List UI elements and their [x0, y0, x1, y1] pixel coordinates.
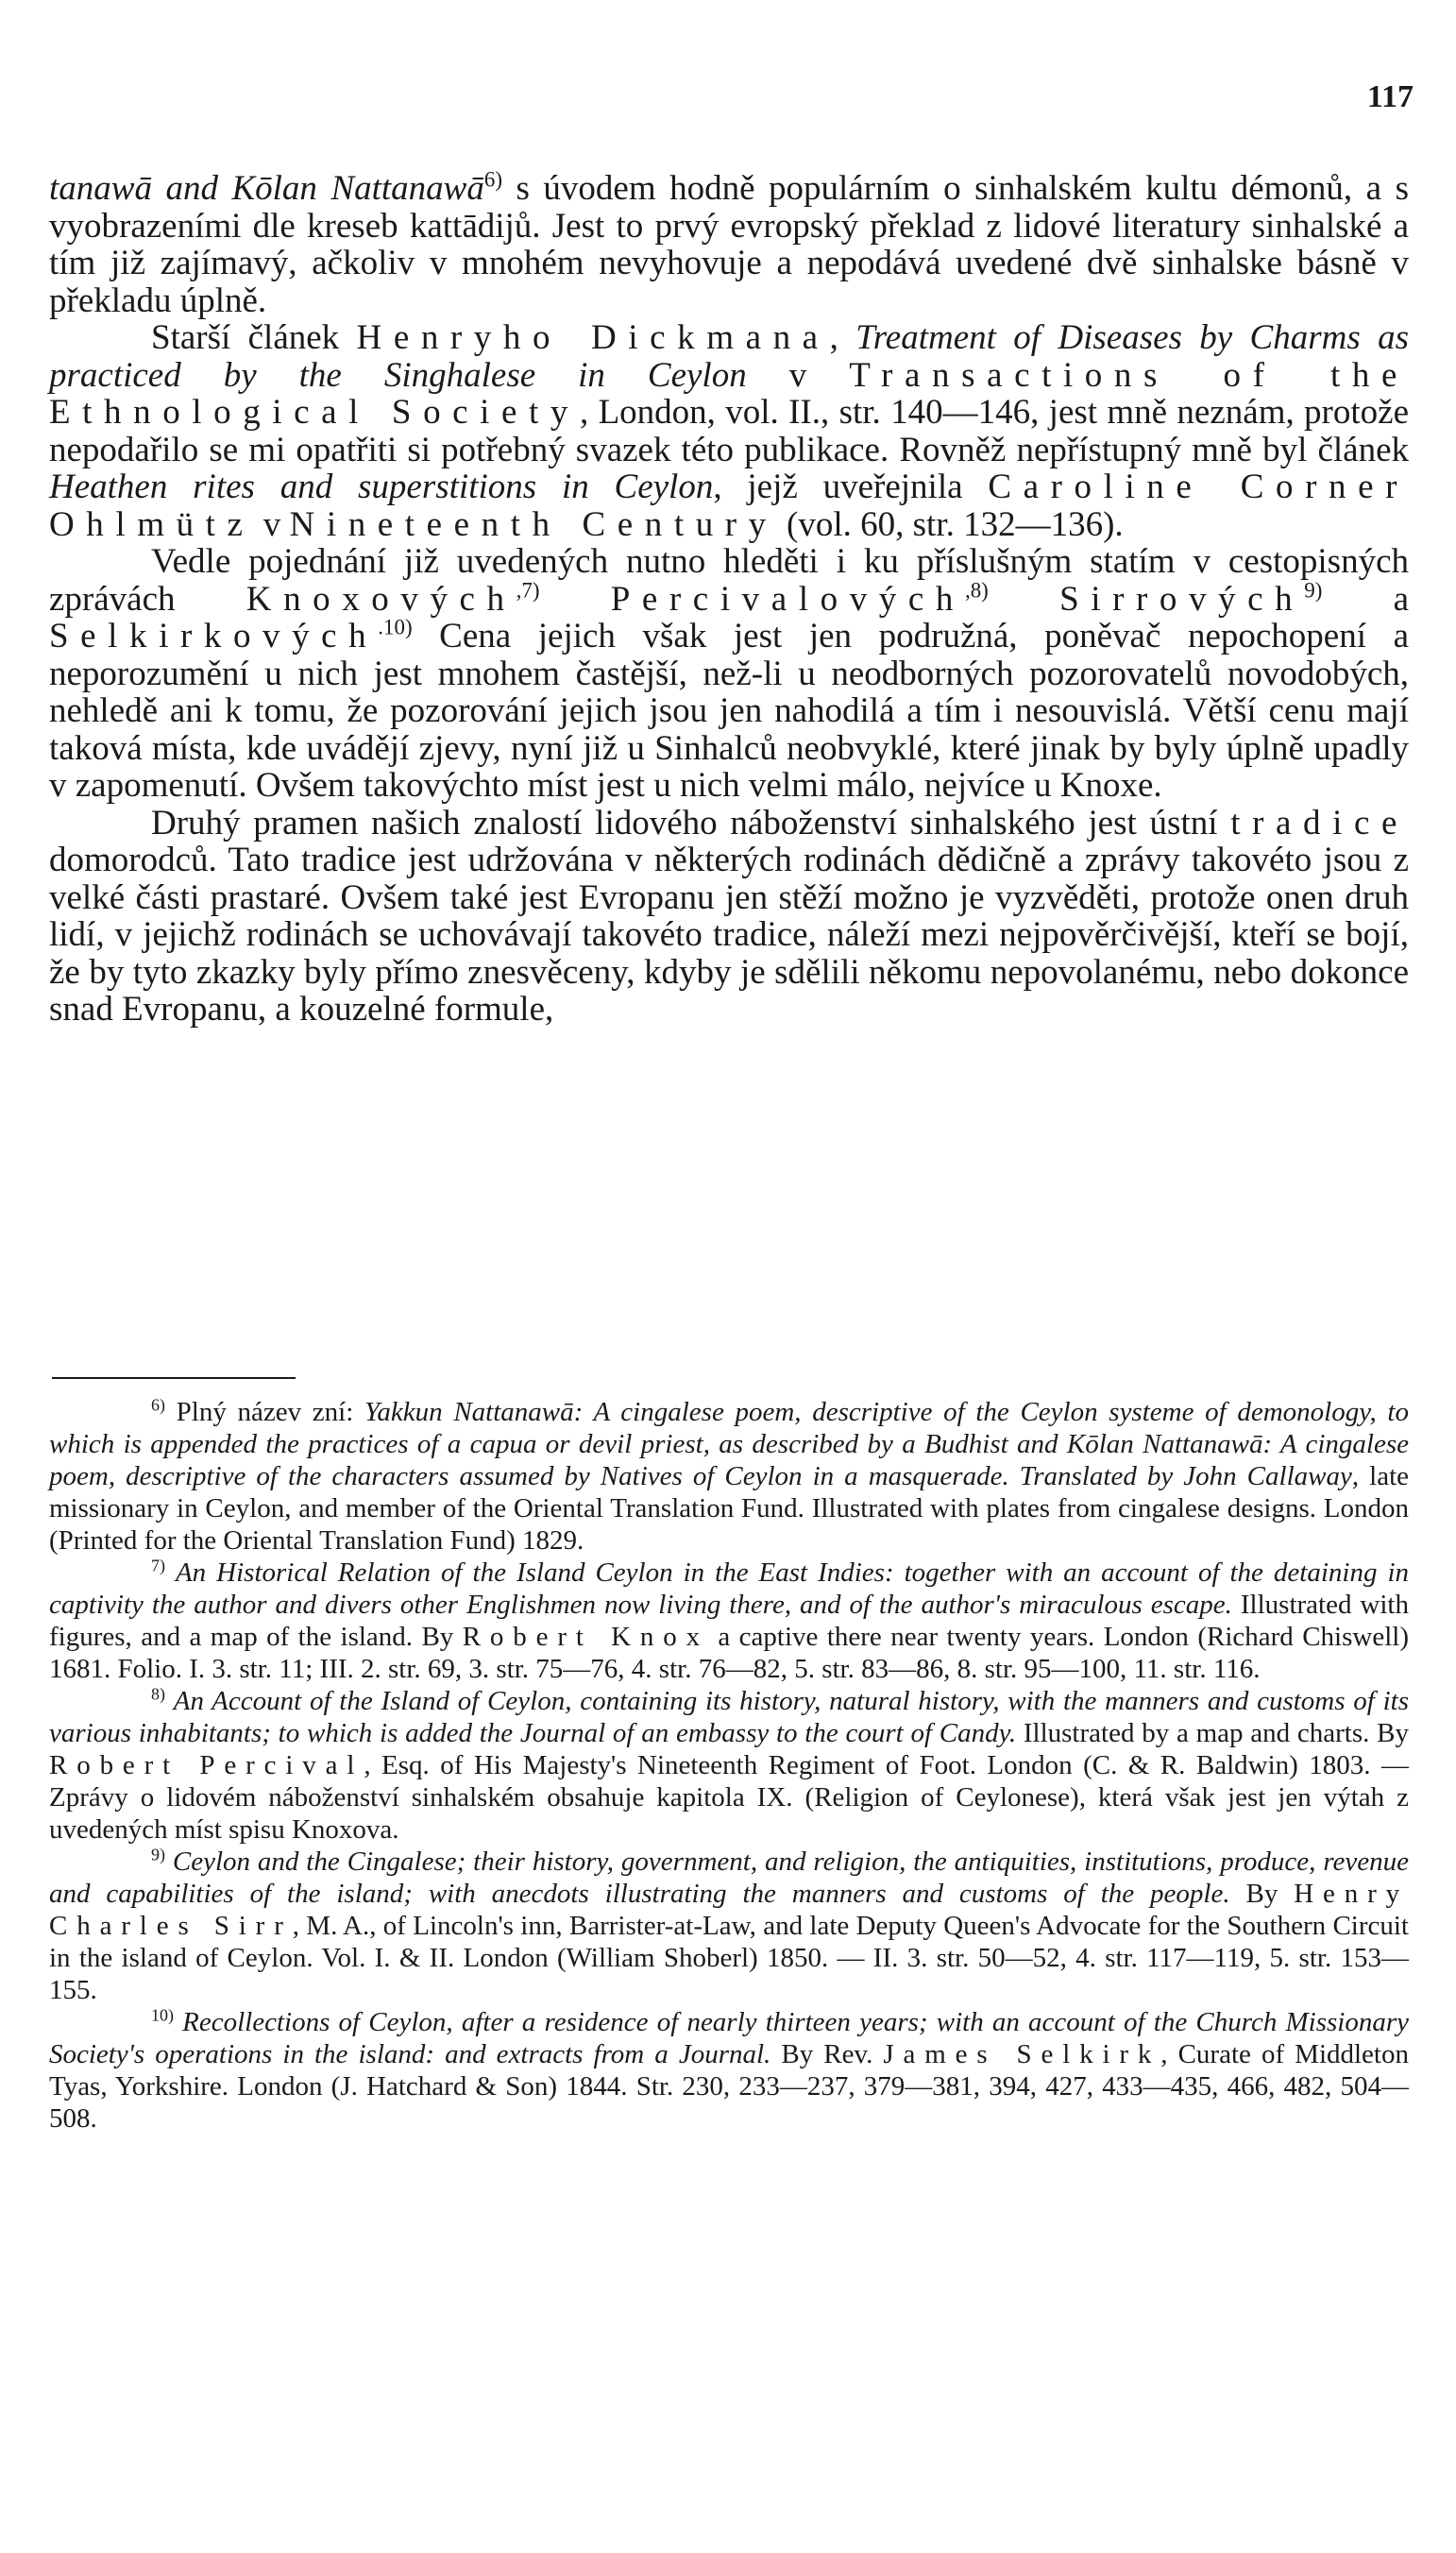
- text-run: Vedle pojednání již uvedených nutno hleděti i ku příslušným statím v cestopisných zprávách: [49, 542, 1409, 619]
- text-run: Plný název zní:: [164, 1397, 364, 1427]
- footnote-reference: 9): [151, 1845, 165, 1864]
- footnote-10: [49, 2006, 1409, 2135]
- footnote-reference: 6): [151, 1395, 165, 1415]
- text-run: Starší článek: [151, 318, 357, 357]
- footnote-reference: 6): [483, 167, 502, 192]
- paragraph-travel-reports: [49, 543, 1409, 805]
- text-run: domorodců. Tato tradice jest udržována v některých rodinách dědičně a zprávy takovéto jsou z velké části prastaré. Ovšem také jest Evropanu jen stěží možno je vyzvěděti, protože onen druh lidí, v jejichž rodinách se uchovávají takovéto tradice, náleží mezi nejpověrčivější, kteří se bojí, že by tyto zkazky byly přímo znesvěceny, kdyby je sdělili někomu nepovolanému, nebo dokonce snad Evropanu, a kouzelné formule,: [49, 841, 1409, 1029]
- text-run: , M. A., of Lincoln's inn, Barrister-at-Law, and late Deputy Queen's Advocate for the Southern Circuit in the island of Ceylon. Vol. I. & II. London (William Shoberl) 1850. — II. 3. str. 50—52, 4. str. 117—119, 5. str. 153—155.: [49, 1911, 1409, 2005]
- italic-title: tanawā and Kōlan Nattanawā: [49, 169, 484, 208]
- footnotes: [49, 1396, 1409, 2135]
- text-run: ,: [829, 318, 856, 357]
- spaced-name: Sirrových: [1059, 579, 1305, 619]
- spaced-name: Percivalových: [610, 579, 965, 619]
- text-run: Druhý pramen našich znalostí lidového náboženství sinhalského jest ústní: [151, 803, 1231, 842]
- text-run: [989, 580, 1059, 619]
- text-run: [165, 1847, 173, 1877]
- footnote-reference: 7): [151, 1556, 165, 1575]
- text-run: [539, 580, 610, 619]
- footnote-8: [49, 1685, 1409, 1846]
- italic-title: Yakkun Nattanawā: A cingalese poem, descriptive of the Ceylon systeme of demonology, to which is appended the practices of a capua or devil priest, as described by a Budhist and Kōlan Nattanawā: A cingalese poem, descriptive of the characters assumed by Natives of Ceylon in a masquerade. Translated by John Callaway: [49, 1397, 1409, 1491]
- spaced-name: Henryho Dickmana: [356, 318, 830, 357]
- italic-title: An Historical Relation of the Island Ceylon in the East Indies: together with an account of the detaining in captivity the author and divers other Englishmen now living there, and of the author's miraculous escape.: [49, 1557, 1410, 1620]
- text-run: a: [1322, 579, 1410, 619]
- main-text: [49, 167, 1410, 1029]
- footnote-9: [49, 1846, 1409, 2006]
- text-run: a captive there near twenty years. London (Richard Chiswell) 1681. Folio. I. 3. str. 11; III. 2. str. 69, 3. str. 75—76, 4. str. 76—82, 5. str. 83—86, 8. str. 95—100, 11. str. 116.: [49, 1622, 1409, 1684]
- spaced-name: Selkirkových: [49, 617, 379, 655]
- italic-title: Heathen rites and superstitions in Ceylon: [49, 468, 714, 506]
- footnote-6: [49, 1396, 1409, 1557]
- paragraph-dickman: [49, 319, 1409, 543]
- spaced-name: Caroline Corner Ohlmütz: [49, 468, 1409, 544]
- text-run: v: [746, 355, 850, 395]
- footnote-reference: 10): [151, 2005, 174, 2025]
- text-run: , late missionary in Ceylon, and member of the Oriental Translation Fund. Illustrated with plates from cingalese designs. London (Printed for the Oriental Translation Fund) 1829.: [49, 1461, 1409, 1556]
- spaced-name: Henry Charles Sirr: [49, 1879, 1410, 1941]
- footnote-reference: 9): [1304, 578, 1323, 603]
- text-run: v: [254, 504, 290, 544]
- spaced-name: James Selkirk: [883, 2039, 1161, 2069]
- footnote-divider: [52, 1377, 296, 1379]
- text-run: , Esq. of His Majesty's Nineteenth Regiment of Foot. London (C. & R. Baldwin) 1803. — Zprávy o lidovém náboženství sinhalském obsahuje kapitola IX. (Religion of Ceylonese), která však jest jen výtah z uvedených míst spisu Knoxova.: [49, 1750, 1409, 1845]
- text-run: Illustrated with figures, and a map of the island. By: [49, 1590, 1409, 1652]
- text-run: s úvodem hodně populárním o sinhalském kultu démonů, a s vyobrazeními dle kreseb kattādijů. Jest to prvý evropský překlad z lidové literatury sinhalské a tím již zajímavý, ačkoliv v mnohém nevyhovuje a nepodává uvedené dvě sinhalske básně v překladu úplně.: [49, 169, 1410, 320]
- footnote-reference: ,8): [964, 578, 989, 603]
- footnote-reference: .10): [378, 615, 413, 639]
- spaced-name: tradice: [1230, 803, 1409, 842]
- italic-title: Ceylon and the Cingalese; their history, government, and religion, the antiquities, institutions, produce, revenue and capabilities of the island; with anecdots illustrating the manners and customs of the people.: [49, 1847, 1410, 1909]
- text-run: , jejž uveřejnila: [713, 468, 989, 506]
- text-run: Illustrated by a map and charts. By: [1016, 1718, 1409, 1748]
- italic-title: Recollections of Ceylon, after a residence of nearly thirteen years; with an account of the Church Missionary Society's operations in the island: and extracts from a Journal.: [49, 2007, 1409, 2069]
- text-run: Cena jejich však jest jen podružná, poněvač nepochopení a neporozumění u nich jest mnohem častější, než-li u neodborných pozorovatelů novodobých, nehledě ani k tomu, že pozorování jejich jsou jen nahodilá a tím i nesouvislá. Větší cenu mají taková místa, kde uvádějí zjevy, nyní již u Sinhalců neobvyklé, které jinak by byly úplně upadly v zapomenutí. Ovšem takovýchto míst jest u nich velmi málo, nejvíce u Knoxe.: [49, 617, 1409, 805]
- text-run: [165, 1557, 176, 1588]
- paragraph-oral-tradition: [49, 805, 1409, 1029]
- text-run: By: [1229, 1879, 1295, 1909]
- spaced-name: Transactions of the Ethnological Society: [49, 355, 1409, 432]
- footnote-reference: 8): [151, 1684, 165, 1704]
- paragraph-intro-continuation: [49, 167, 1410, 320]
- text-run: (vol. 60, str. 132—136).: [777, 504, 1124, 544]
- spaced-name: Knoxových: [245, 579, 516, 619]
- text-run: , London, vol. II., str. 140—146, jest mně neznám, protože nepodařilo se mi opatřiti si potřebný svazek této publikace. Rovněž nepřístupný mně byl článek: [49, 393, 1409, 469]
- italic-title: Treatment of Diseases by Charms as practiced by the Singhalese in Ceylon: [49, 318, 1409, 395]
- text-run: [174, 2007, 182, 2037]
- page-number: 117: [1366, 79, 1414, 114]
- spaced-name: Robert Percival: [49, 1750, 364, 1780]
- italic-title: An Account of the Island of Ceylon, containing its history, natural history, with the manners and customs of its various inhabitants; to which is added the Journal of an embassy to the court of Candy.: [49, 1686, 1409, 1748]
- text-run: , Curate of Middleton Tyas, Yorkshire. London (J. Hatchard & Son) 1844. Str. 230, 233—237, 379—381, 394, 427, 433—435, 466, 482, 504—508.: [49, 2039, 1409, 2134]
- spaced-name: Nineteenth Century: [289, 504, 778, 544]
- footnote-reference: ,7): [516, 578, 540, 603]
- text-run: [165, 1686, 174, 1716]
- text-run: By Rev.: [770, 2039, 884, 2069]
- footnote-7: [49, 1557, 1409, 1685]
- spaced-name: Robert Knox: [462, 1622, 709, 1652]
